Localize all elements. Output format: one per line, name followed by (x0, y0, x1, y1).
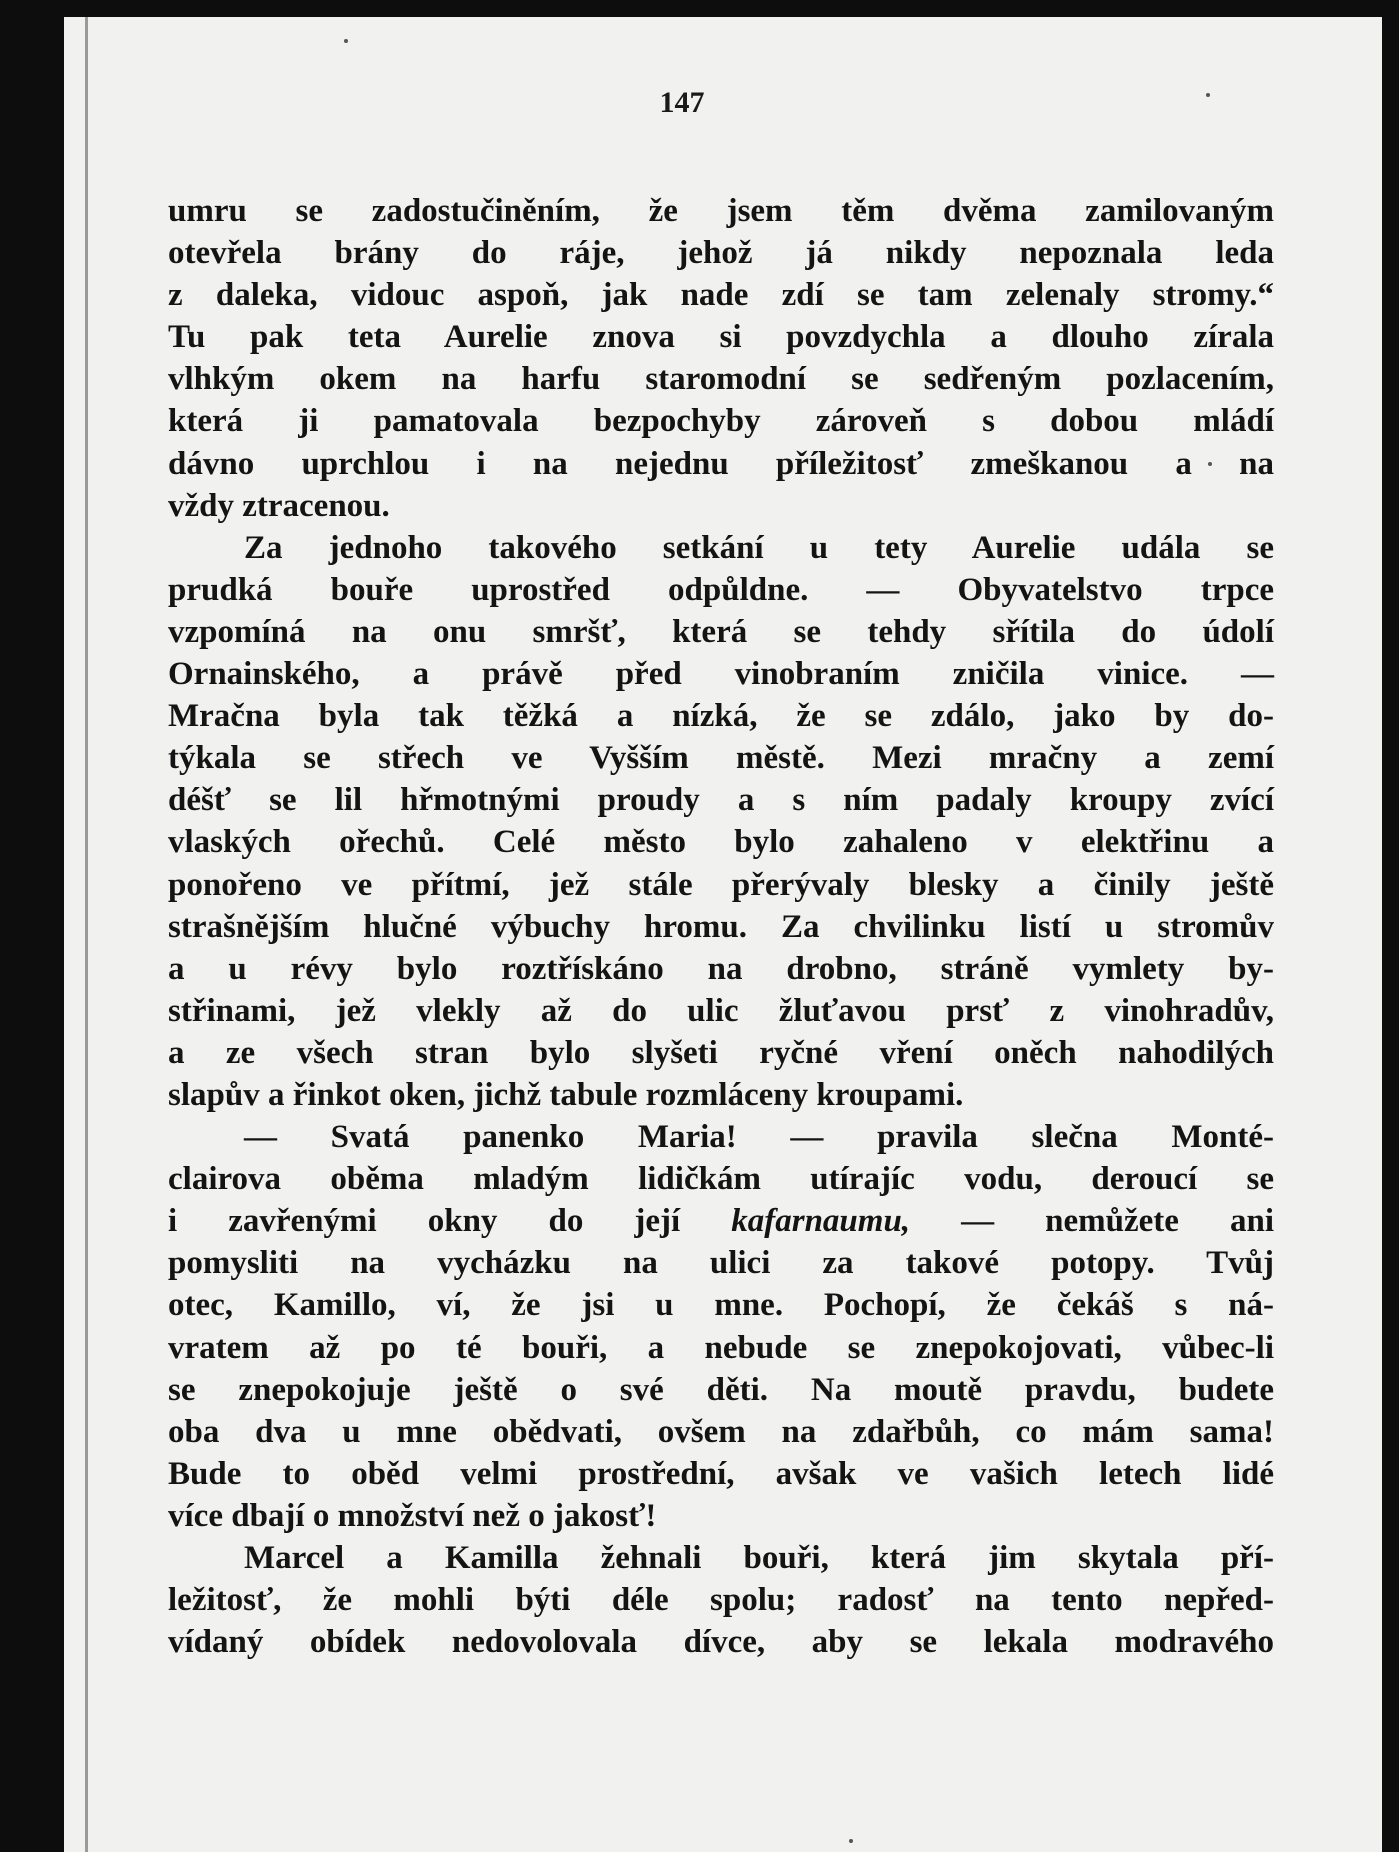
text-line: vlhkým okem na harfu staromodní se sedřeným pozlacením, (168, 361, 1274, 398)
text-line: vzpomíná na onu smršť, která se tehdy sřítila do údolí (168, 613, 1274, 650)
text-line: slapův a řinkot oken, jichž tabule rozmláceny kroupami. (168, 1076, 964, 1113)
body-text (168, 190, 1274, 1663)
text-line: vratem až po té bouři, a nebude se znepokojovati, vůbec-li (168, 1329, 1274, 1366)
text-line: prudká bouře uprostřed odpůldne. — Obyvatelstvo trpce (168, 571, 1274, 608)
paper-speck (344, 39, 348, 43)
paper-speck (849, 1839, 853, 1843)
text-line: a u révy bylo roztřískáno na drobno, stráně vymlety by- (168, 950, 1274, 987)
text-line: otevřela brány do ráje, jehož já nikdy nepoznala leda (168, 235, 1274, 272)
text-line: Za jednoho takového setkání u tety Aurelie udála se (244, 529, 1274, 566)
text-line: vlaských ořechů. Celé město bylo zahaleno v elektřinu a (168, 824, 1274, 861)
text-line: která ji pamatovala bezpochyby zároveň s dobou mládí (168, 403, 1274, 440)
page-number: 147 (659, 86, 705, 119)
text-line: více dbají o množství než o jakosť! (168, 1497, 657, 1534)
text-line: střinami, jež vlekly až do ulic žluťavou prsť z vinohradův, (168, 992, 1274, 1029)
text-line: z daleka, vidouc aspoň, jak nade zdí se tam zelenaly stromy.“ (168, 277, 1274, 314)
text-line: vídaný obídek nedovolovala dívce, aby se lekala modravého (168, 1624, 1274, 1661)
text-line: clairova oběma mladým lidičkám utírajíc vodu, deroucí se (168, 1161, 1274, 1198)
italic-word: kafarnaumu, (731, 1203, 911, 1240)
text-line: Marcel a Kamilla žehnali bouři, která jim skytala pří- (244, 1540, 1274, 1576)
text-line: týkala se střech ve Vyšším městě. Mezi mračny a zemí (168, 740, 1274, 777)
text-line: dávno uprchlou i na nejednu příležitosť zmeškanou a na (168, 445, 1274, 482)
text-line: se znepokojuje ještě o své děti. Na moutě pravdu, budete (168, 1371, 1274, 1408)
text-line: Mračna byla tak těžká a nízká, že se zdálo, jako by do- (168, 698, 1274, 735)
text-line: Bude to oběd velmi prostřední, avšak ve vašich letech lidé (168, 1455, 1274, 1492)
text-run: — nemůžete ani (910, 1203, 1274, 1240)
text-line: strašnějším hlučné výbuchy hromu. Za chvilinku listí u stromův (168, 908, 1274, 945)
text-line: Tu pak teta Aurelie znova si povzdychla a dlouho zírala (168, 319, 1274, 356)
text-line: umru se zadostučiněním, že jsem těm dvěma zamilovaným (168, 193, 1274, 229)
text-line: déšť se lil hřmotnými proudy a s ním padaly kroupy zvící (168, 782, 1274, 819)
text-line: otec, Kamillo, ví, že jsi u mne. Pochopí, že čekáš s ná- (168, 1287, 1274, 1324)
text-line: ležitosť, že mohli býti déle spolu; radosť na tento nepřed- (168, 1582, 1274, 1619)
text-line: — Svatá panenko Maria! — pravila slečna Monté- (244, 1119, 1274, 1156)
text-line: ponořeno ve přítmí, jež stále přerývaly blesky a činily ještě (168, 866, 1274, 903)
text-line: Ornainského, a právě před vinobraním zničila vinice. — (168, 656, 1274, 693)
text-line: pomysliti na vycházku na ulici za takové potopy. Tvůj (168, 1245, 1274, 1282)
text-line: a ze všech stran bylo slyšeti ryčné vření oněch nahodilých (168, 1034, 1274, 1071)
text-line: oba dva u mne obědvati, ovšem na zdařbůh, co mám sama! (168, 1413, 1274, 1450)
text-line: vždy ztracenou. (168, 487, 390, 524)
text-line-with-italic (168, 1200, 1274, 1242)
page-gutter-edge (85, 17, 88, 1852)
text-run: i zavřenými okny do její (168, 1203, 732, 1240)
book-page (64, 17, 1382, 1852)
